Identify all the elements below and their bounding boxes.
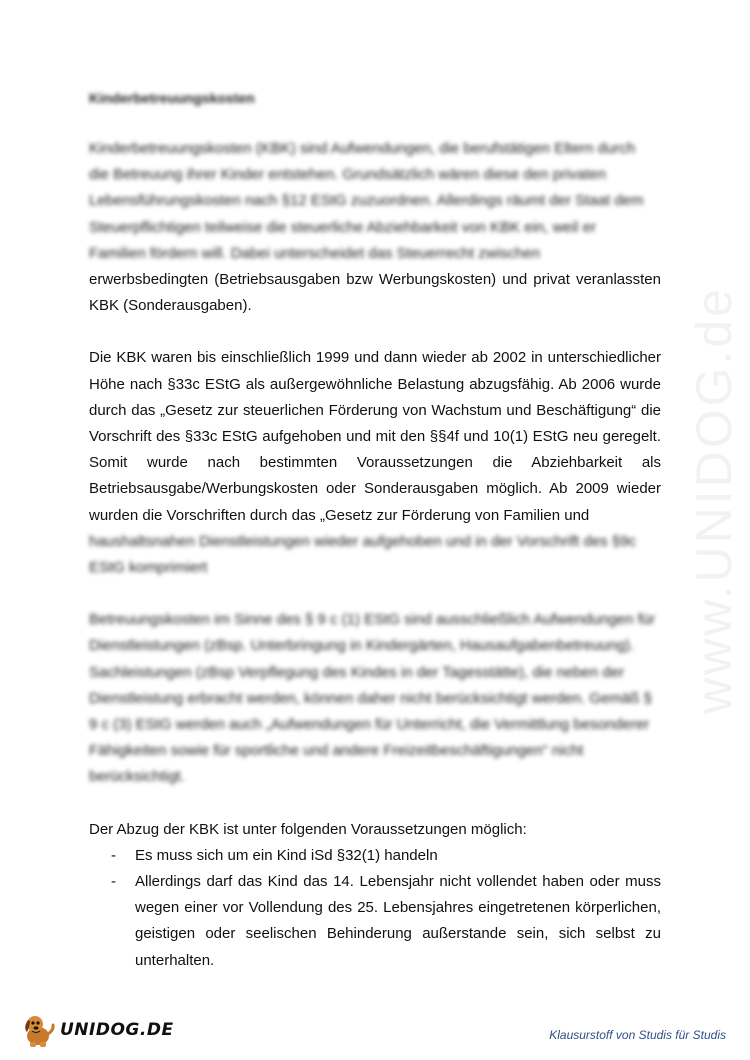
paragraph-3-line: Dienstleistungen (zBsp. Unterbringung in Kindergärten, Hausaufgabenbetreuung). [89,637,635,655]
paragraph-1-line: Lebensführungskosten nach §12 EStG zuzuordnen. Allerdings räumt der Staat dem [89,192,644,210]
list-marker: - [111,846,116,864]
list-item-text: Es muss sich um ein Kind iSd §32(1) handeln [135,846,438,864]
paragraph-3-line: Fähigkeiten sowie für sportliche und andere Freizeitbeschäftigungen“ nicht [89,742,584,760]
paragraph-1-line: Familien fördern will. Dabei unterscheidet das Steuerrecht zwischen [89,244,541,262]
paragraph-3-line: Betreuungskosten im Sinne des § 9 c (1) EStG sind ausschließlich Aufwendungen für [89,611,656,629]
paragraph-3-line: Dienstleistung erbracht werden, können daher nicht berücksichtigt werden. Gemäß § [89,689,652,707]
paragraph-3-line: 9 c (3) EStG werden auch „Aufwendungen für Unterricht, die Vermittlung besonderer [89,716,650,734]
paragraph-3-line: Sachleistungen (zBsp Verpflegung des Kindes in der Tagesstätte), die neben der [89,663,625,681]
footer-logo[interactable] [18,1010,174,1050]
requirements-list [89,843,661,974]
paragraph-2-line: EStG komprimiert [89,559,208,577]
paragraph-1-line: die Betreuung ihrer Kinder entstehen. Grundsätzlich wären diese den privaten [89,166,606,184]
list-item [89,869,661,974]
paragraph-4-intro: Der Abzug der KBK ist unter folgenden Voraussetzungen möglich: [89,820,527,838]
paragraph-4 [89,817,661,974]
list-item [89,843,661,869]
dog-mascot-icon [18,1010,58,1050]
list-item-text: Allerdings darf das Kind das 14. Lebensjahr nicht vollendet haben oder muss wegen einer vor Vollendung des 25. Lebensjahres eingetretenen körperlichen, geistigen oder seelischen Behinderung außerstande sein, sich selbst zu unterhalten. [135,873,661,969]
paragraph-1-line: Steuerpflichtigen teilweise die steuerliche Abziehbarkeit von KBK ein, weil er [89,218,596,236]
paragraph-1-clear-text: erwerbsbedingten (Betriebsausgaben bzw Werbungskosten) und privat veranlassten KBK (Sonderausgaben). [89,271,661,315]
watermark-text: www.UNIDOG.de [686,286,742,714]
document-body [89,88,661,974]
paragraph-3 [89,607,661,790]
paragraph-1-line: Kinderbetreuungskosten (KBK) sind Aufwendungen, die berufstätigen Eltern durch [89,140,636,157]
paragraph-2-line: haushaltsnahen Dienstleistungen wieder aufgehoben und in der Vorschrift des §9c [89,532,637,550]
paragraph-2-clear-text: Die KBK waren bis einschließlich 1999 und dann wieder ab 2002 in unterschiedlicher Höhe nach §33c EStG als außergewöhnliche Belastung abzugsfähig. Ab 2006 wurde durch das „Gesetz zur steuerlichen Förderung von Wachstum und Beschäftigung“ die Vorschrift des §33c EStG aufgehoben und mit den §§4f und 10(1) EStG neu geregelt. Somit wurde nach bestimmten Voraussetzungen die Abziehbarkeit als Betriebsausgabe/Werbungskosten oder Sonderausgaben möglich. Ab 2009 wieder wurden die Vorschriften durch das „Gesetz zur Förderung von Familien und [89,349,661,524]
document-heading: Kinderbetreuungskosten [89,90,255,106]
list-marker: - [111,873,116,891]
footer-tagline: Klausurstoff von Studis für Studis [549,1028,726,1042]
logo-text: UNIDOG.DE [60,1020,174,1040]
paragraph-2 [89,345,661,581]
paragraph-3-line: berücksichtigt. [89,768,185,786]
paragraph-1 [89,136,661,319]
